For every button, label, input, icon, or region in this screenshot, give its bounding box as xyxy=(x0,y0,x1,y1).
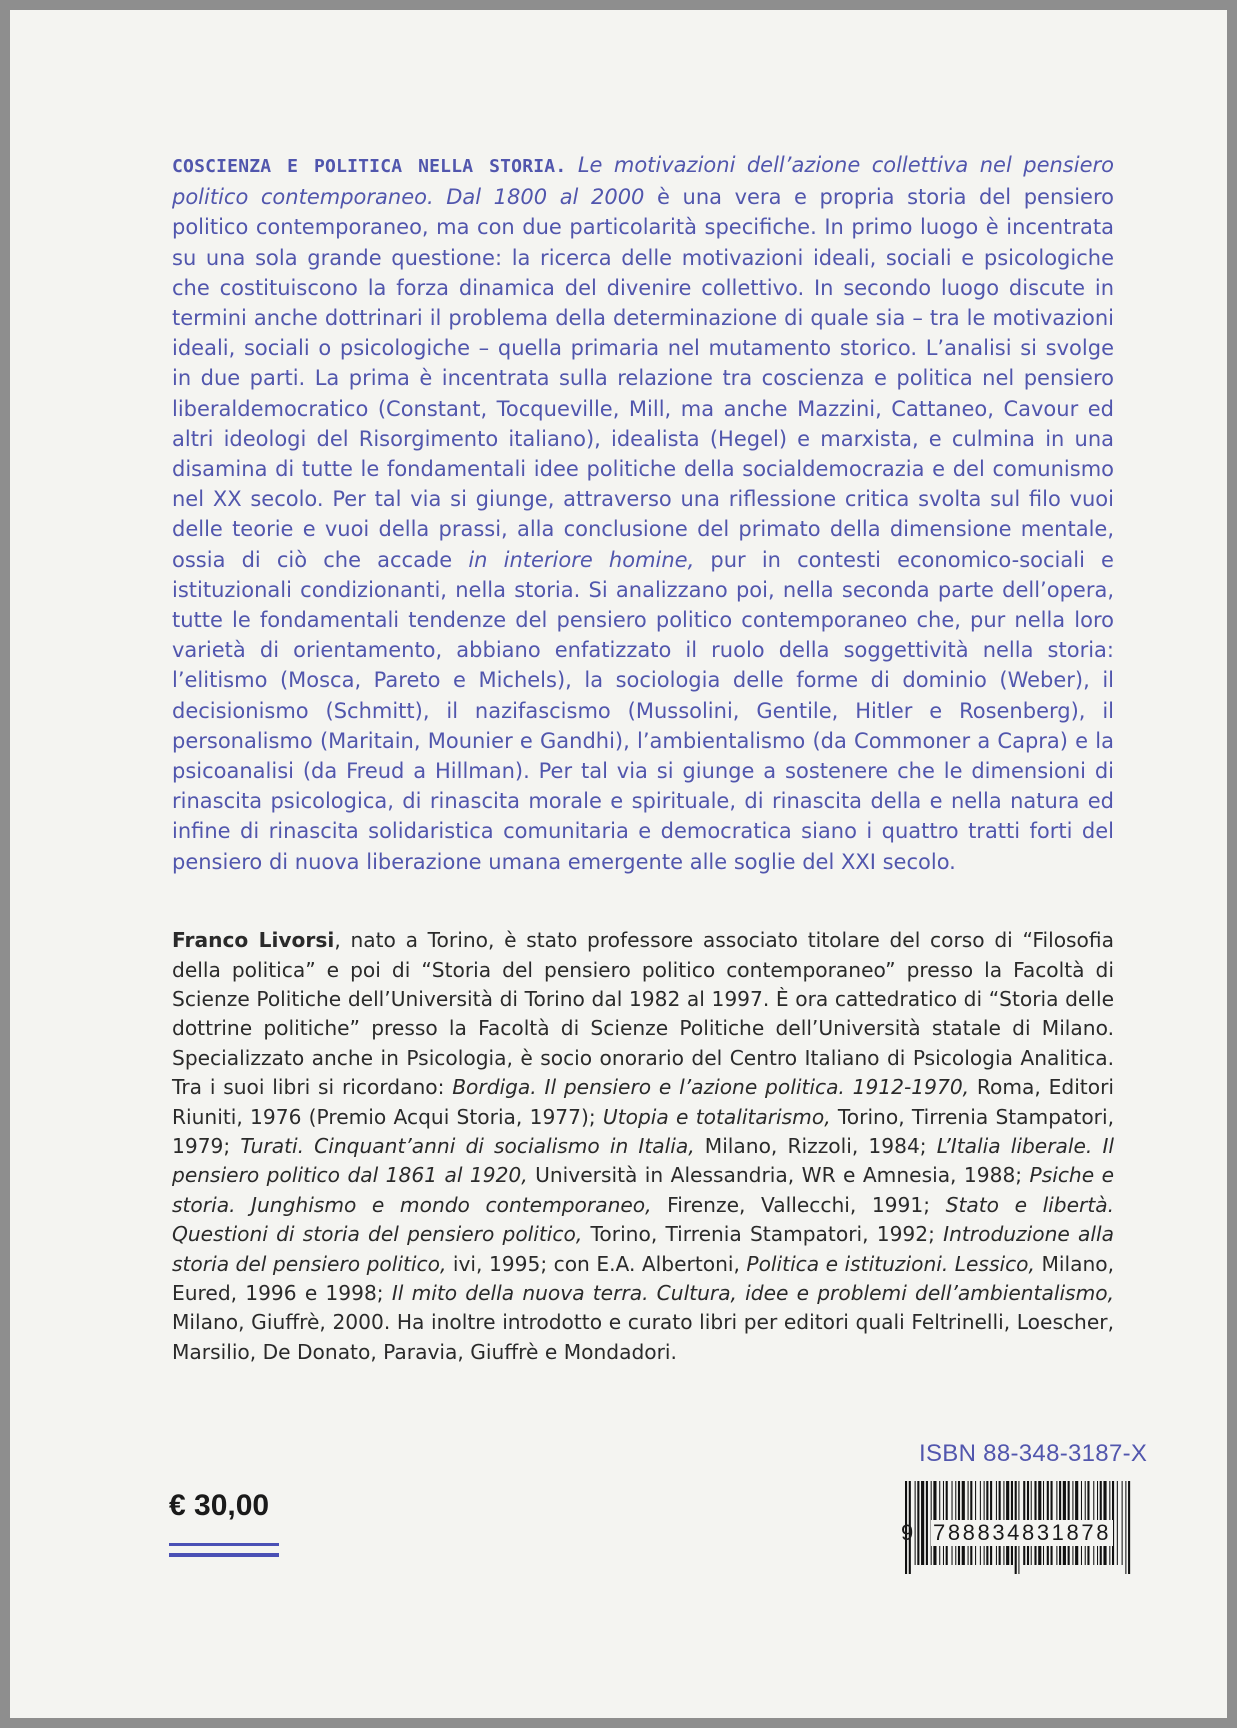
back-cover xyxy=(10,10,1227,1718)
price-underline-top xyxy=(169,1543,279,1546)
bio-text-3: Torino, Tirrenia Stampatori, 1979; xyxy=(172,1104,1114,1159)
bio-text-9: Milano, Eured, 1996 e 1998; xyxy=(172,1251,1115,1306)
bio-book-title-5: Psiche e storia. Junghismo e mondo contemporaneo, xyxy=(172,1163,1114,1217)
bio-text-1: , nato a Torino, è stato professore associato titolare del corso di “Filosofia della politica” e poi di “Storia del pensiero politico contemporaneo” presso la Facoltà di Scienze Politiche dell’Università di Torino dal 1982 al 1997. È ora cattedratico di “Storia delle dottrine politiche” presso la Facoltà di Scienze Politiche dell’Università statale di Milano. Specializzato anche in Psicologia, è socio onorario del Centro Italiano di Psicologia Analitica. Tra i suoi libri si ricordano: xyxy=(172,928,1114,1100)
author-bio xyxy=(172,926,1114,1367)
price-underline-bottom xyxy=(169,1553,279,1557)
bio-text-8: ivi, 1995; con E.A. Albertoni, xyxy=(452,1251,740,1276)
bio-text-6: Firenze, Vallecchi, 1991; xyxy=(667,1192,931,1217)
bio-text-7: Torino, Tirrenia Stampatori, 1992; xyxy=(590,1222,935,1247)
blurb-heading: COSCIENZA E POLITICA NELLA STORIA. xyxy=(172,156,567,177)
bio-text-2: Roma, Editori Riuniti, 1976 (Premio Acqui Storia, 1977); xyxy=(172,1075,1114,1129)
blurb-text-part-2: pur in contesti economico-sociali e istituzionali condizionanti, nella storia. Si analizzano poi, nella seconda parte dell’opera, tutte le fondamentali tendenze del pensiero politico contemporaneo che, pur nella loro varietà di orientamento, abbiano enfatizzato il ruolo della soggettività nella storia: l’elitismo (Mosca, Pareto e Michels), la sociologia delle forme di dominio (Weber), il decisionismo (Schmitt), il nazifascismo (Mussolini, Gentile, Hitler e Rosenberg), il personalismo (Maritain, Mounier e Gandhi), l’ambientalismo (da Commoner a Capra) e la psicoanalisi (da Freud a Hillman). Per tal via si giunge a sostenere che le dimensioni di rinascita psicologica, di rinascita morale e spirituale, di rinascita della e nella natura ed infine di rinascita solidaristica comunitaria e democratica siano i quattro tratti forti del pensiero di nuova liberazione umana emergente alle soglie del XXI secolo. xyxy=(172,547,1114,874)
bio-text-4: Milano, Rizzoli, 1984; xyxy=(704,1134,927,1159)
bio-book-title-4: L’Italia liberale. Il pensiero politico dal 1861 al 1920, xyxy=(172,1134,1115,1188)
author-name: Franco Livorsi xyxy=(172,928,335,953)
barcode-first-digit: 9 xyxy=(901,1520,914,1545)
bio-book-title-8: Politica e istituzioni. Lessico, xyxy=(746,1251,1035,1276)
bio-book-title-6: Stato e libertà. Questioni di storia del pensiero politico, xyxy=(172,1192,1115,1247)
blurb-text-part-1: è una vera e propria storia del pensiero politico contemporaneo, ma con due particolarità specifiche. In primo luogo è incentrata su una sola grande questione: la ricerca delle motivazioni ideali, sociali e psicologiche che costituiscono la forza dinamica del divenire collettivo. In secondo luogo discute in termini anche dottrinari il problema della determinazione di quale sia – tra le motivazioni ideali, sociali o psicologiche – quella primaria nel mutamento storico. L’analisi si svolge in due parti. La prima è incentrata sulla relazione tra coscienza e politica nel pensiero liberaldemocratico (Constant, Tocqueville, Mill, ma anche Mazzini, Cattaneo, Cavour ed altri ideologi del Risorgimento italiano), idealista (Hegel) e marxista, e culmina in una disamina di tutte le fondamentali idee politiche della socialdemocrazia e del comunismo nel XX secolo. Per tal via si giunge, attraverso una riflessione critica svolta sul filo vuoi delle teorie e vuoi della prassi, alla conclusione del primato della dimensione mentale, ossia di ciò che accade xyxy=(172,185,1114,572)
barcode-digits: 788834831878 xyxy=(933,1520,1112,1545)
bio-book-title-3: Turati. Cinquant’anni di socialismo in Italia, xyxy=(240,1134,695,1159)
bio-text-10: Milano, Giuffrè, 2000. Ha inoltre introdotto e curato libri per editori quali Feltrinelli, Loescher, Marsilio, De Donato, Paravia, Giuffrè e Mondadori. xyxy=(172,1310,1114,1364)
price-label: € 30,00 xyxy=(169,1489,270,1522)
blurb-subtitle: Le motivazioni dell’azione collettiva nel pensiero politico contemporaneo. Dal 1800 al 2000 xyxy=(172,153,1114,210)
bio-text-5: Università in Alessandria, WR e Amnesia, 1988; xyxy=(535,1163,1023,1188)
isbn-label: ISBN 88-348-3187-X xyxy=(919,1440,1148,1467)
book-blurb xyxy=(172,150,1114,877)
bio-book-title-2: Utopia e totalitarismo, xyxy=(602,1104,831,1129)
bio-book-title-9: Il mito della nuova terra. Cultura, idee e problemi dell’ambientalismo, xyxy=(391,1281,1115,1306)
blurb-italic-phrase: in interiore homine, xyxy=(468,547,695,572)
barcode-number xyxy=(901,1520,1141,1554)
bio-book-title-7: Introduzione alla storia del pensiero politico, xyxy=(172,1222,1114,1276)
bio-book-title-1: Bordiga. Il pensiero e l’azione politica. 1912-1970, xyxy=(452,1075,970,1100)
